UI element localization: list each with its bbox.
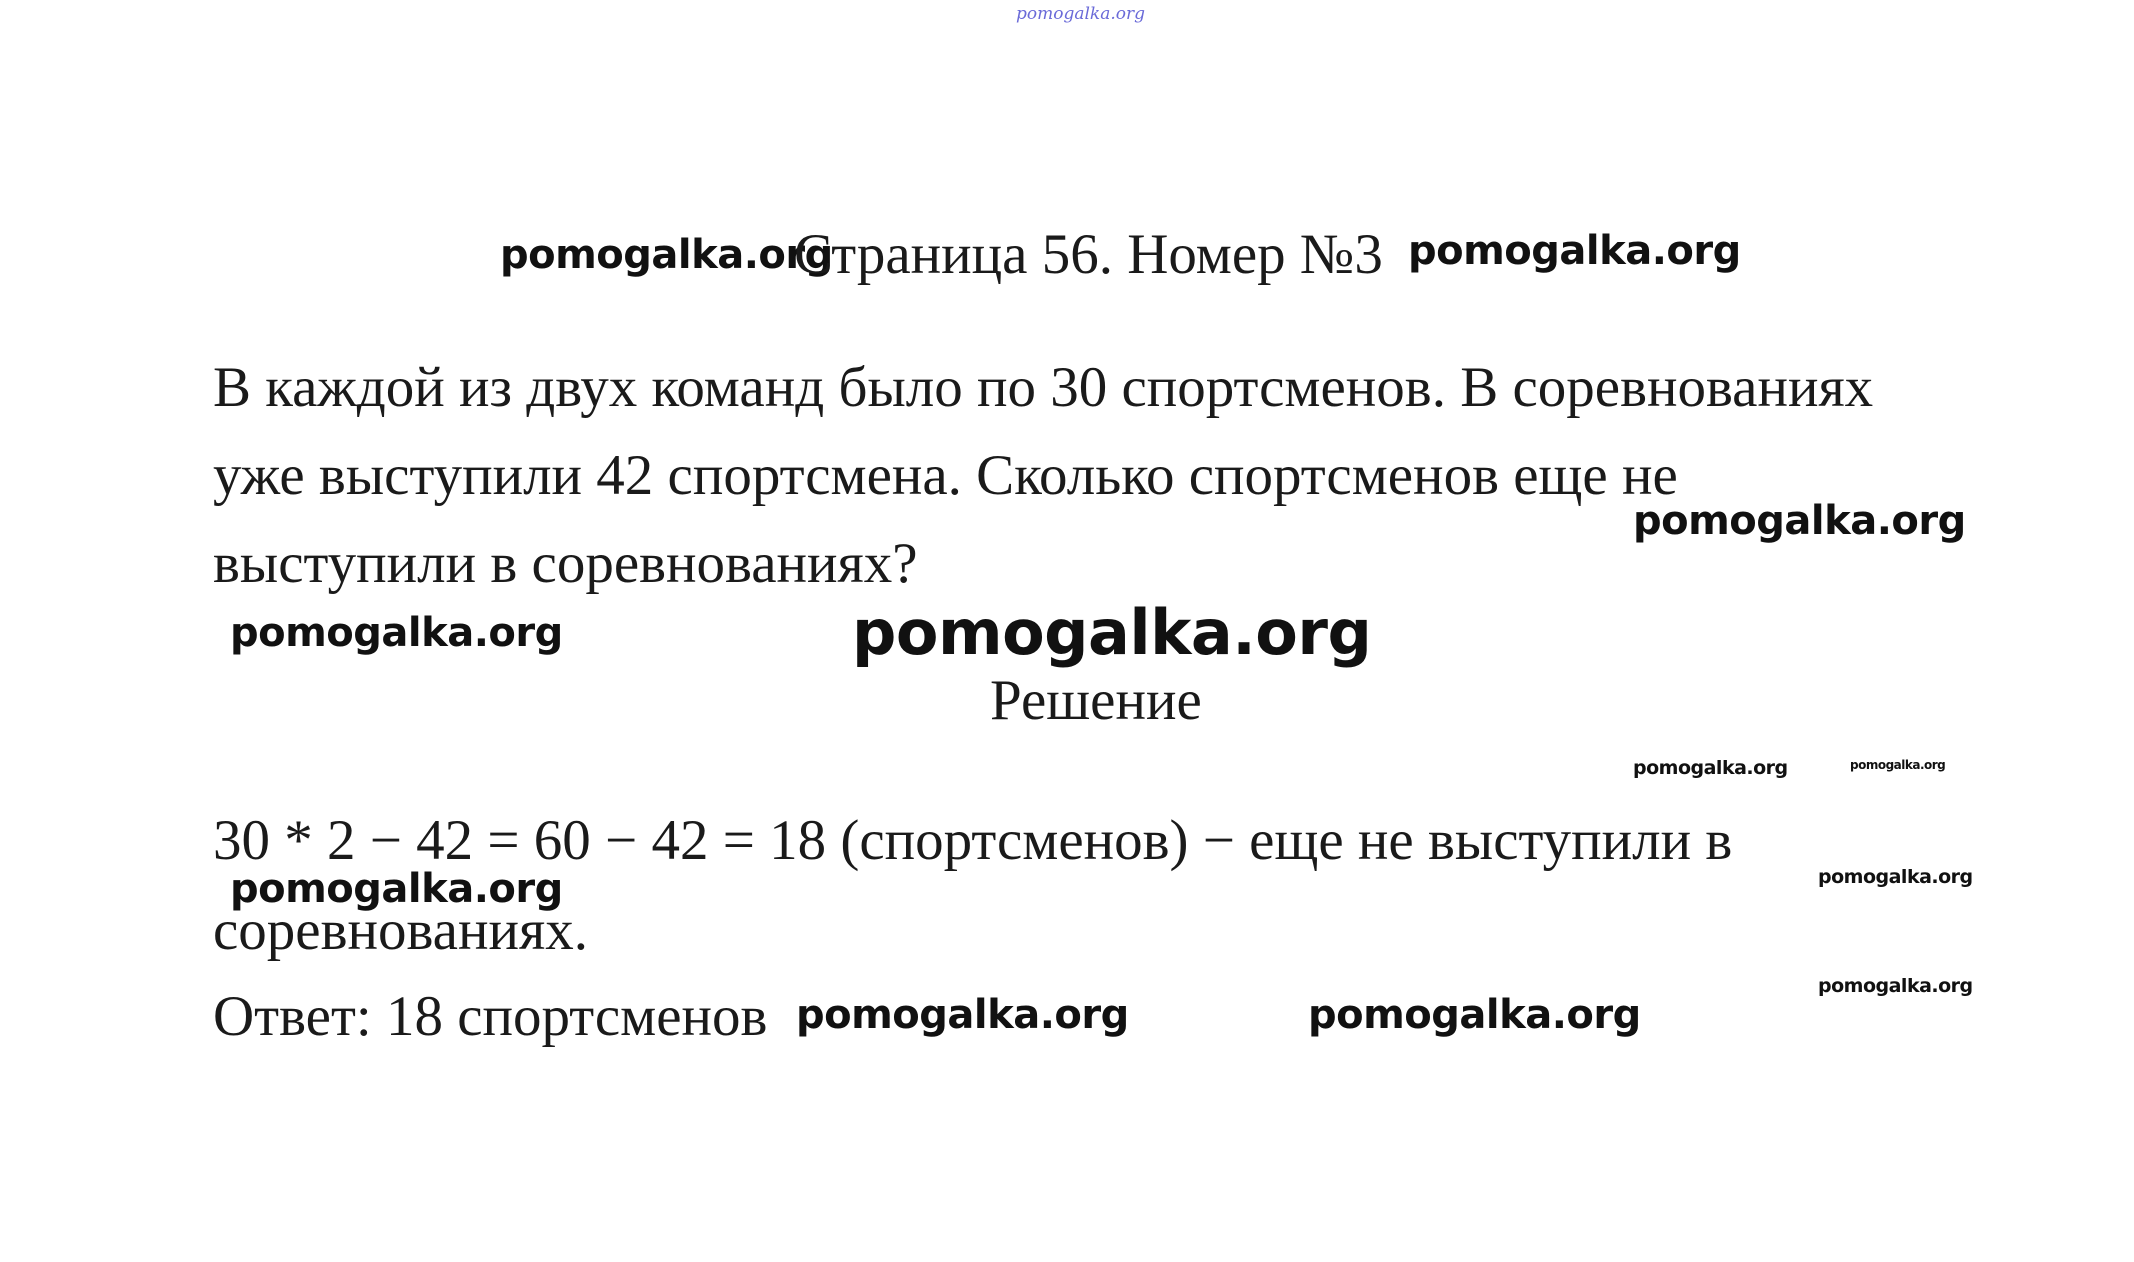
watermark-small: pomogalka.org xyxy=(1818,975,1973,997)
watermark: pomogalka.org xyxy=(500,232,833,278)
page-title: Страница 56. Номер №3 xyxy=(794,223,1383,286)
watermark: pomogalka.org xyxy=(1633,498,1966,544)
watermark-small: pomogalka.org xyxy=(1818,866,1973,888)
solution-heading: Решение xyxy=(990,669,1202,732)
question-line: выступили в соревнованиях? xyxy=(213,532,918,595)
watermark-small: pomogalka.org xyxy=(1850,758,1946,772)
watermark: pomogalka.org xyxy=(230,866,563,912)
watermark: pomogalka.org xyxy=(796,992,1129,1038)
watermark: pomogalka.org xyxy=(230,610,563,656)
site-header-link[interactable]: pomogalka.org xyxy=(1016,4,1146,24)
answer-text: Ответ: 18 спортсменов xyxy=(213,985,768,1048)
question-line: уже выступили 42 спортсмена. Сколько спортсменов еще не xyxy=(213,444,1678,507)
solution-line: соревнованиях. xyxy=(213,899,588,962)
solution-line: 30 * 2 − 42 = 60 − 42 = 18 (спортсменов) − еще не выступили в xyxy=(213,809,1733,872)
question-line: В каждой из двух команд было по 30 спортсменов. В соревнованиях xyxy=(213,356,1874,419)
watermark-large: pomogalka.org xyxy=(852,596,1372,669)
watermark-small: pomogalka.org xyxy=(1633,757,1788,779)
watermark: pomogalka.org xyxy=(1308,992,1641,1038)
watermark: pomogalka.org xyxy=(1408,228,1741,274)
